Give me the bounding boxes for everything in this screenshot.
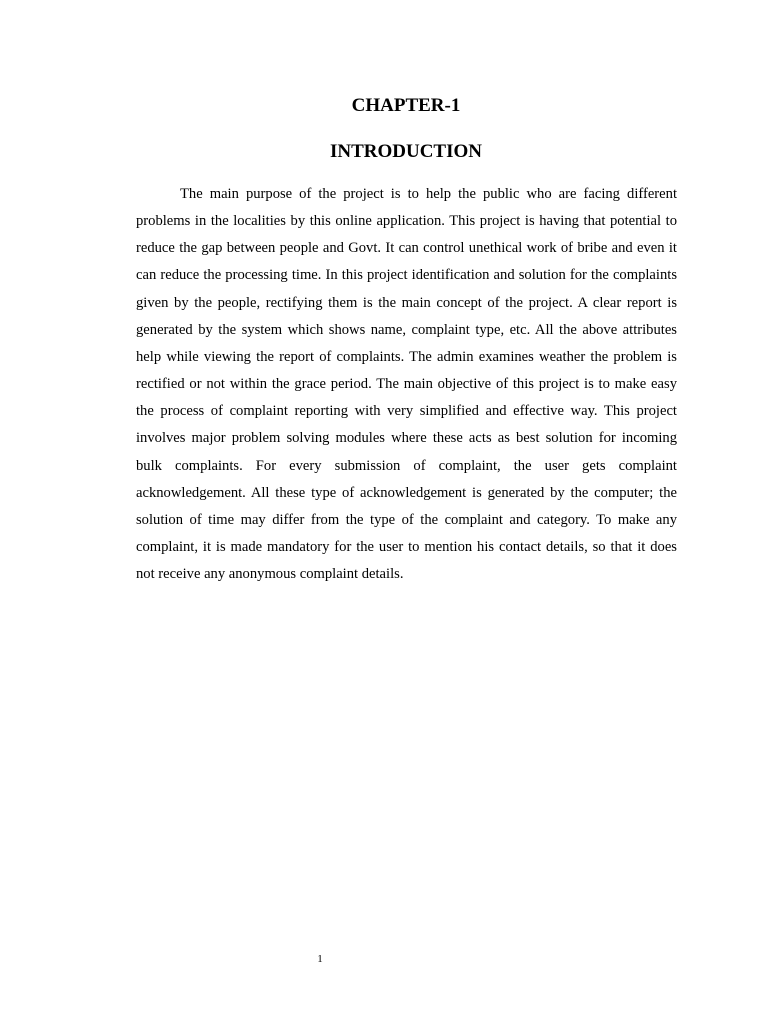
- page-number: 1: [317, 953, 323, 965]
- chapter-title: INTRODUCTION: [329, 141, 483, 162]
- introduction-paragraph: The main purpose of the project is to help the public who are facing different problems in the localities by this online application. This project is having that potential to reduce the gap between people and Govt. It can control unethical work of bribe and even it can reduce the processing time. In this project identification and solution for the complaints given by the people, rectifying them is the main concept of the project. A clear report is generated by the system which shows name, complaint type, etc. All the above attributes help while viewing the report of complaints. The admin examines weather the problem is rectified or not within the grace period. The main objective of this project is to make easy the process of complaint reporting with very simplified and effective way. This project involves major problem solving modules where these acts as best solution for incoming bulk complaints. For every submission of complaint, the user gets complaint acknowledgement. All these type of acknowledgement is generated by the computer; the solution of time may differ from the type of the complaint and category. To make any complaint, it is made mandatory for the user to mention his contact details, so that it does not receive any anonymous complaint details.: [136, 186, 677, 583]
- chapter-label: CHAPTER-1: [351, 95, 461, 116]
